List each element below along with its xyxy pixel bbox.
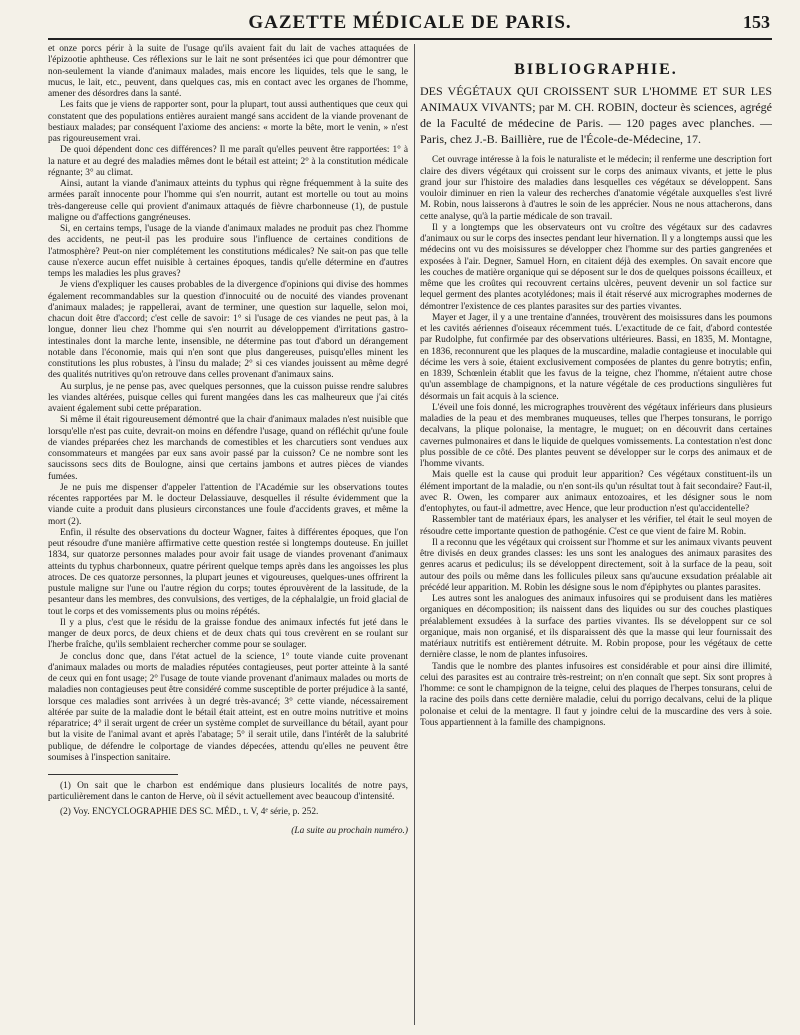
article-paragraph: Les faits que je viens de rapporter sont, pour la plupart, tout aussi authentiques que ceux qui constatent que des populations entières auraient mangé sans accident de la viande provenant de bestiaux malades; par conséquent l'axiome des anciens: « morte la bête, mort le venin, » n'est pas rigoureusement vrai.: [48, 100, 408, 144]
article-paragraph: Je ne puis me dispenser d'appeler l'attention de l'Académie sur les observations toutes récentes rapportées par M. le docteur Delassiauve, desquelles il résulte évidemment que la viande cuite a produit dans plusieurs circonstances une foule d'accidents graves, et même la mort (2).: [48, 482, 408, 527]
review-paragraph: L'éveil une fois donné, les micrographes trouvèrent des végétaux inférieurs dans plusieurs maladies de la peau et des membranes muqueuses, telles que l'herpes tonsurans, le porrigo decalvans, la plique polonaise, la mentagre, le muguet; on en découvrit dans certaines cavernes pulmonaires et dans le liquide de quelques vomissements. La contestation n'est donc plus possible de ce côté. Des plantes peuvent se développer sur le corps des animaux et de l'homme vivants.: [420, 402, 772, 469]
review-paragraph: Cet ouvrage intéresse à la fois le naturaliste et le médecin; il renferme une description fort claire des divers végétaux qui croissent sur le corps des animaux vivants, et jette le plus grand jour sur l'histoire des maladies dans lesquelles ces végétaux se développent. Sans vouloir diminuer en rien la valeur des recherches d'anatomie végétale auxquelles s'est livré M. Robin, nous laisserons à d'autres le soin de les apprécier. Nous ne nous attacherons, dans cette analyse, qu'à la partie médicale de son travail.: [420, 155, 772, 222]
footnote-divider: [48, 774, 178, 775]
review-paragraph: Mayer et Jager, il y a une trentaine d'années, trouvèrent des moisissures dans les poumons et les cavités aériennes d'oiseaux récemment tués. L'exactitude de ce fait, d'abord contestée par Rudolphe, fut confirmée par des observations ultérieures. Bassi, en 1835, M. Montagne, en 1836, reconnurent que les plaques de la muscardine, maladie contagieuse et inoculable qui décime les vers à soie, étaient exclusivement composées de plantes du genre botrytis; enfin, en 1839, Schœnlein établit que les favus de la teigne, chez l'homme, n'étaient autre chose qu'un assemblage de champignons, et la nature végétale de ces productions singulières fut désormais un fait acquis à la science.: [420, 312, 772, 402]
review-paragraph: Il a reconnu que les végétaux qui croissent sur l'homme et sur les animaux vivants peuvent être divisés en deux grandes classes: les uns sont les analogues des animaux parasites des genres acarus et pediculus; ils se développent directement, soit à la surface de la peau, soit autour des poils ou même dans les follicules pileux sans qu'aucune exsudation préalable ait précédé leur apparition. M. Robin les désigne sous le nom d'épiphytes ou plantes parasites.: [420, 537, 772, 593]
article-paragraph: Je conclus donc que, dans l'état actuel de la science, 1° toute viande cuite provenant d'animaux malades ou morts de maladies réputées contagieuses, peut porter atteinte à la santé de ceux qui en font usage; 2° l'usage de toute viande provenant d'animaux malades ou morts de maladies non contagieuses peut être considéré comme susceptible de porter préjudice à la santé, lorsque ces maladies sont arrivées à un degré très-avancé; 3° cette viande, nécessairement altérée par suite de la maladie dont le bétail était atteint, est en outre moins nutritive et moins réparatrice; 4° il serait urgent de créer un système complet de surveillance du bétail, ayant pour but la visite de l'animal avant et après l'abatage; 5° il serait utile, dans l'intérêt de la salubrité publique, de défendre le colportage de viandes dépecées, attendu qu'elles ne peuvent être soumises à l'inspection sanitaire.: [48, 651, 408, 763]
article-paragraph: Si, en certains temps, l'usage de la viande d'animaux malades ne produit pas chez l'homme des accidents, ne peut-il pas les produire sous l'influence de certaines conditions de l'atmosphère? Peut-on nier complétement les constitutions médicales? Ne sait-on pas que telle cause n'exerce aucun effet nuisible à certaines époques, tandis qu'elle détermine en d'autres temps les maladies les plus graves?: [48, 224, 408, 279]
column-divider: [414, 44, 415, 1025]
review-paragraph: Il y a longtemps que les observateurs ont vu croître des végétaux sur des cadavres d'animaux ou sur le corps des insectes pendant leur hivernation. Il y a longtemps aussi que les médecins ont vu des moisissures se développer chez l'homme sur des parties gangrenées et exposées à l'air. Degner, Samuel Horn, en citaient déjà des exemples. On savait encore que les couches de matière organique qui se déposent sur le dos de quelques poissons écailleux, et même que les croûtes qui recouvrent certains ulcères, peuvent devenir un sol factice sur lequel germent des plantes acotylédones; mais il était réservé aux micrographes modernes de démontrer l'existence de ces plantes parasites sur des parties vivantes.: [420, 222, 772, 312]
book-heading: DES VÉGÉTAUX QUI CROISSENT SUR L'HOMME ET SUR LES ANIMAUX VIVANTS; par M. CH. ROBIN, docteur ès sciences, agrégé de la Faculté de médecine de Paris. — 120 pages avec planches. — Paris, chez J.-B. Baillière, rue de l'École-de-Médecine, 17.: [420, 84, 772, 147]
article-paragraph: De quoi dépendent donc ces différences? Il me paraît qu'elles peuvent être rapportées: 1° à la nature et au degré des maladies mêmes dont le bétail est atteint; 2° à la constitution médicale régnante; 3° au climat.: [48, 145, 408, 178]
page-number: 153: [743, 12, 770, 32]
article-paragraph: Si même il était rigoureusement démontré que la chair d'animaux malades n'est nuisible que lorsqu'elle n'est pas cuite, devrait-on moins en défendre l'usage, quand on réfléchit qu'une foule de viandes préparées chez les marchands de comestibles et les charcutiers sont vendues aux consommateurs et mangées par eux sans avoir passé par la cuisson? Ce ne nombre sont les saucissons secs dits de Boulogne, ainsi que certains jambons et autres pièces de viandes fumées.: [48, 415, 408, 482]
review-paragraph: Tandis que le nombre des plantes infusoires est considérable et pour ainsi dire illimité, celui des parasites est au contraire très-restreint; on n'en connaît que sept. Six sont propres à l'homme: ce sont le champignon de la teigne, celui des plaques de l'herpes tonsurans, celui de la racine des poils dans cette dernière maladie, celui du porrigo decalvans, celui de la plique polonaise et celui de la mentagre. Il faut y joindre celui de la muscardine des vers à soie. Tous appartiennent à la famille des champignons.: [420, 661, 772, 728]
right-column: [420, 44, 772, 1027]
page-header: [48, 10, 772, 40]
journal-title: GAZETTE MÉDICALE DE PARIS.: [248, 12, 572, 33]
article-paragraph: et onze porcs périr à la suite de l'usage qu'ils avaient fait du lait de vaches attaquées de l'épizootie aphtheuse. Ces réflexions sur le lait ne sont présentées ici que pour démontrer que non-seulement la viande d'animaux malades, mais encore les liquides, tels que le sang, le mucus, le lait, etc., peuvent, dans quelques cas, mis en contact avec les organes de l'homme, amener des désordres dans la santé.: [48, 44, 408, 99]
to-be-continued-note: (La suite au prochain numéro.): [291, 825, 408, 836]
review-paragraph: Les autres sont les analogues des animaux infusoires qui se produisent dans les matières organiques en décomposition; ils naissent dans des liquides ou sur des couches plastiques préalablement exsudées à la surface des parties vivantes. Ils se développent sur ce sol organique, mais non organisé, et ils disparaissent dès que la masse qui leur fournissait des matériaux nutritifs est entièrement détruite. M. Robin propose, pour les végétaux de cette dernière classe, le nom de plantes infusoires.: [420, 594, 772, 661]
section-title: BIBLIOGRAPHIE.: [514, 61, 678, 78]
article-paragraph: Je viens d'expliquer les causes probables de la divergence d'opinions qui divise des hommes également recommandables sur la question d'innocuité ou de nocuité des viandes provenant d'animaux malades; je rappellerai, avant de terminer, une question sur laquelle, selon moi, chacun doit être d'accord; c'est celle de savoir: 1° si l'usage de ces viandes ne peut pas, à la longue, donner lieu chez l'homme qui s'en nourrit au développement d'irritations gastro-intestinales dont la marche lente, insensible, ne détermine pas tout d'abord un dérangement notable dans l'économie, mais qui n'en sont que plus dangereuses, puisqu'elles minent les constitutions les plus robustes, à l'insu du malade; 2° si ces viandes jouissent au même degré des qualités nutritives qu'on retrouve dans celles provenant d'animaux sains.: [48, 280, 408, 381]
article-paragraph: Ainsi, autant la viande d'animaux atteints du typhus qui règne fréquemment à la suite des armées paraît innocente pour l'homme qui s'en nourrit, autant est mortelle ou tout au moins très-dangereuse celle qui provient d'animaux attaqués de fièvre charbonneuse (1), de pustule maligne ou d'affections gangréneuses.: [48, 179, 408, 223]
footnote: (2) Voy. ENCYCLOGRAPHIE DES SC. MÉD., t. V, 4ᵉ série, p. 252.: [60, 806, 319, 817]
review-paragraph: Rassembler tant de matériaux épars, les analyser et les vérifier, tel était le seul moyen de résoudre cette importante question de pathogénie. C'est ce que vient de faire M. Robin.: [420, 515, 772, 537]
article-paragraph: Enfin, il résulte des observations du docteur Wagner, faites à différentes époques, que l'on peut résoudre d'une manière affirmative cette question restée si longtemps douteuse. En juillet 1834, sur quatorze personnes malades pour avoir fait usage de viandes provenant d'animaux atteints du typhus charbonneux, quatre périrent quelque temps après dans les angoisses les plus atroces. De ces quatorze personnes, la plupart jeunes et vigoureuses, quelques-unes offrirent la pustule maligne sur l'une ou l'autre région du corps; toutes éprouvèrent de la lassitude, de la pesanteur dans les membres, des convulsions, des vertiges, de la céphalalgie, un froid glacial de tout le corps et des vomissements plus ou moins répétés.: [48, 527, 408, 617]
article-paragraph: Il y a plus, c'est que le résidu de la graisse fondue des animaux infectés fut jeté dans le manger de deux porcs, de deux chiens et de deux chats qui tous crevèrent en se roulant sur l'herbe fraîche, qu'ils semblaient rechercher comme pour se soulager.: [48, 617, 408, 651]
article-paragraph: Au surplus, je ne pense pas, avec quelques personnes, que la cuisson puisse rendre salubres les viandes altérées, puisque celles qui furent mangées dans les cas malheureux que j'ai cités avaient également subi cette préparation.: [48, 381, 408, 414]
footnote: (1) On sait que le charbon est endémique dans plusieurs localités de notre pays, particulièrement dans le canton de Herve, où il sévit actuellement avec beaucoup d'intensité.: [48, 781, 408, 803]
review-paragraph: Mais quelle est la cause qui produit leur apparition? Ces végétaux constituent-ils un élément important de la maladie, ou n'en sont-ils qu'un résultat tout à fait secondaire? Faut-il, avec R. Owen, les comparer aux animaux entozoaires, et les désigner sous le nom d'entophytes, ou faut-il admettre, avec Hence, que leur production n'est qu'accidentelle?: [420, 470, 772, 514]
left-column: [48, 44, 408, 1027]
